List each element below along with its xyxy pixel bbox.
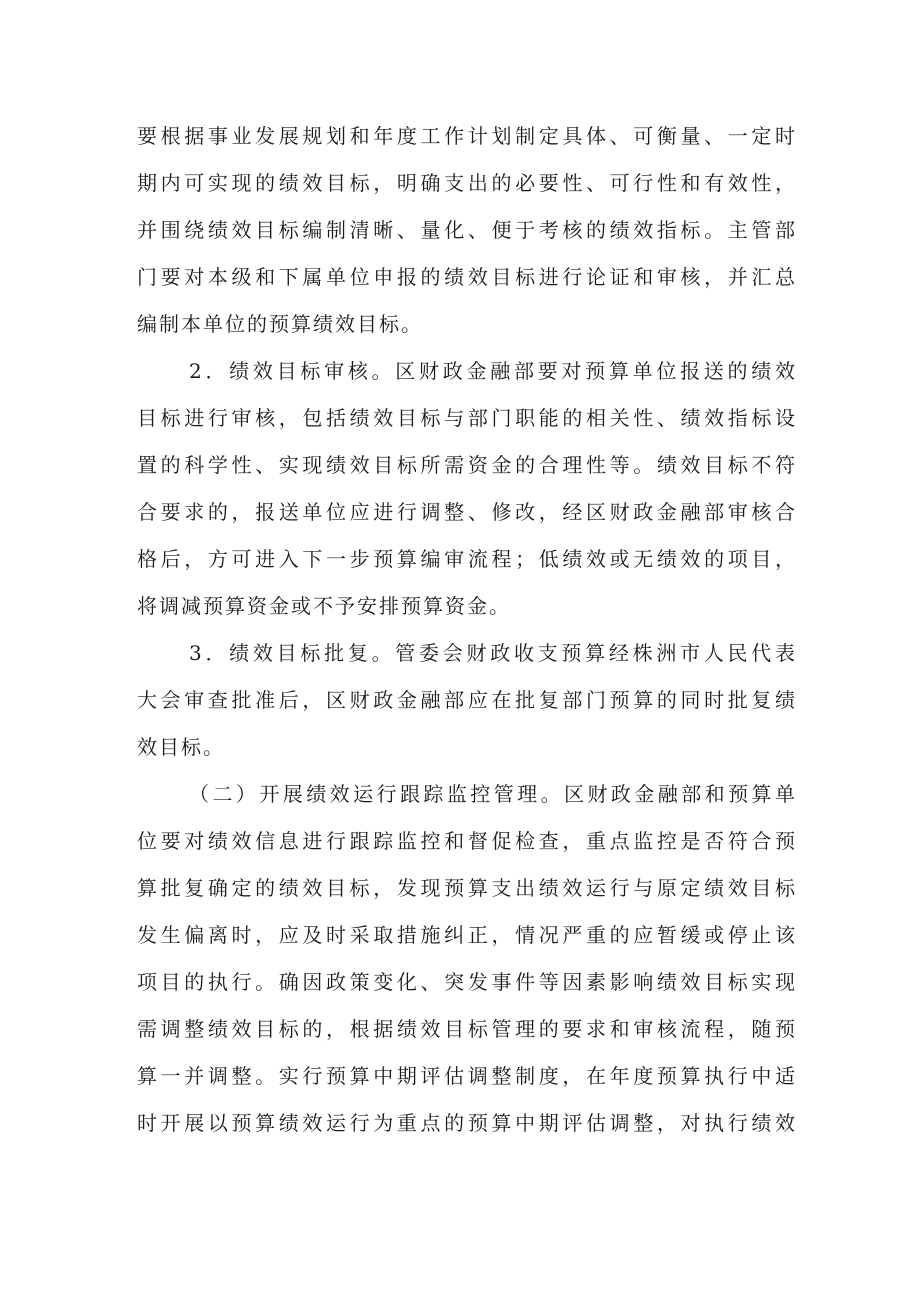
body-line: 项目的执行。确因政策变化、突发事件等因素影响绩效目标实现 [137, 970, 797, 994]
body-line: 算一并调整。实行预算中期评估调整制度，在年度预算执行中适 [137, 1064, 797, 1088]
body-line: 格后，方可进入下一步预算编审流程；低绩效或无绩效的项目， [137, 547, 797, 571]
body-line: 需调整绩效目标的，根据绩效目标管理的要求和审核流程，随预 [137, 1017, 797, 1041]
body-line: 合要求的，报送单位应进行调整、修改，经区财政金融部审核合 [137, 500, 797, 524]
body-line: 门要对本级和下属单位申报的绩效目标进行论证和审核，并汇总 [137, 265, 797, 289]
body-line: 时开展以预算绩效运行为重点的预算中期评估调整，对执行绩效 [137, 1111, 797, 1135]
body-line: 要根据事业发展规划和年度工作计划制定具体、可衡量、一定时 [137, 124, 797, 148]
body-line: 大会审查批准后，区财政金融部应在批复部门预算的同时批复绩 [137, 688, 797, 712]
body-line: 位要对绩效信息进行跟踪监控和督促检查，重点监控是否符合预 [137, 829, 797, 853]
body-line: 效目标。 [137, 735, 225, 759]
section-heading-line: （二）开展绩效运行跟踪监控管理。区财政金融部和预算单 [189, 782, 797, 806]
body-line: 算批复确定的绩效目标，发现预算支出绩效运行与原定绩效目标 [137, 876, 797, 900]
body-line: 目标进行审核，包括绩效目标与部门职能的相关性、绩效指标设 [137, 406, 797, 430]
body-line: 置的科学性、实现绩效目标所需资金的合理性等。绩效目标不符 [137, 453, 797, 477]
paragraph-heading-line: 2．绩效目标审核。区财政金融部要对预算单位报送的绩效 [189, 359, 797, 383]
document-body [137, 113, 797, 1147]
body-line: 将调减预算资金或不予安排预算资金。 [137, 594, 511, 618]
body-line: 期内可实现的绩效目标，明确支出的必要性、可行性和有效性， [137, 171, 797, 195]
body-line: 并围绕绩效目标编制清晰、量化、便于考核的绩效指标。主管部 [137, 218, 797, 242]
body-line: 发生偏离时，应及时采取措施纠正，情况严重的应暂缓或停止该 [137, 923, 797, 947]
paragraph-heading-line: 3．绩效目标批复。管委会财政收支预算经株洲市人民代表 [189, 641, 797, 665]
body-line: 编制本单位的预算绩效目标。 [137, 312, 423, 336]
